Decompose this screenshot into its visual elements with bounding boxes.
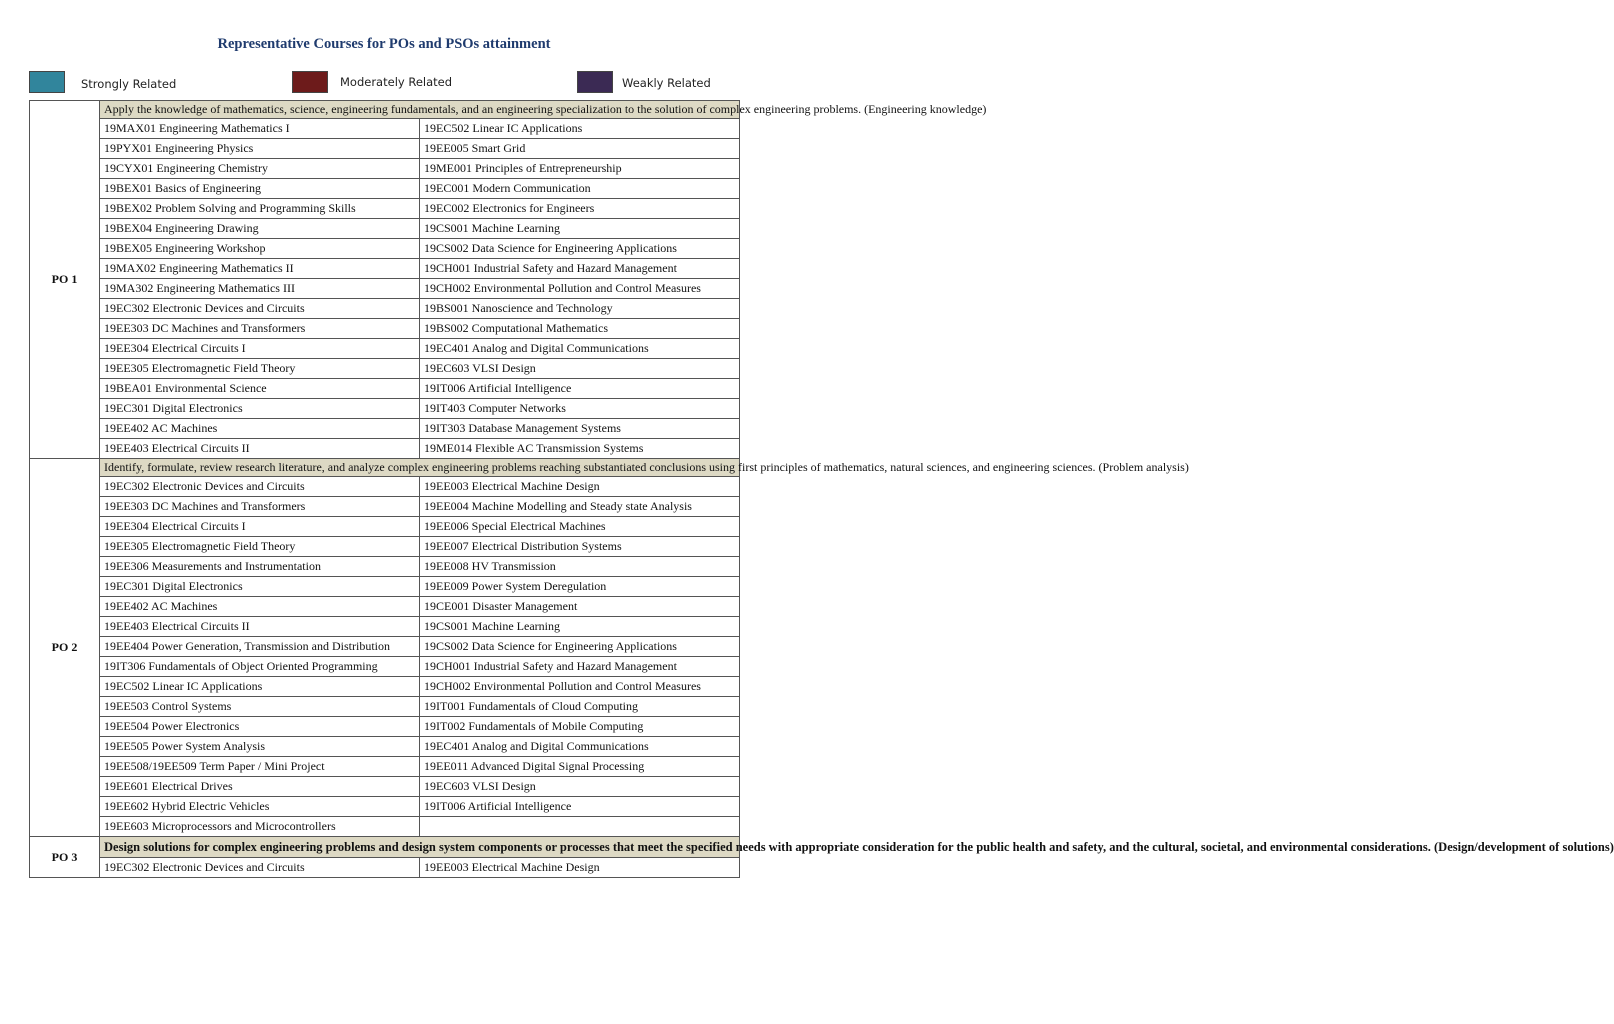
course-cell: 19EC002 Electronics for Engineers: [420, 199, 740, 219]
course-cell: 19EC502 Linear IC Applications: [420, 119, 740, 139]
po-label: PO 2: [30, 459, 100, 837]
course-cell: 19EE305 Electromagnetic Field Theory: [100, 537, 420, 557]
legend-swatch-moderate: [292, 71, 328, 93]
page-title: Representative Courses for POs and PSOs attainment: [217, 36, 551, 52]
course-cell: 19EE303 DC Machines and Transformers: [100, 497, 420, 517]
course-cell: 19EC603 VLSI Design: [420, 359, 740, 379]
table-row: [30, 737, 740, 757]
course-cell: 19EE403 Electrical Circuits II: [100, 439, 420, 459]
table-row: [30, 858, 740, 878]
course-cell: 19EE003 Electrical Machine Design: [420, 477, 740, 497]
course-cell: [420, 817, 740, 837]
course-cell: 19EE009 Power System Deregulation: [420, 577, 740, 597]
course-cell: 19EE603 Microprocessors and Microcontrollers: [100, 817, 420, 837]
course-cell: 19EE006 Special Electrical Machines: [420, 517, 740, 537]
course-cell: 19EC301 Digital Electronics: [100, 399, 420, 419]
course-cell: 19ME001 Principles of Entrepreneurship: [420, 159, 740, 179]
course-cell: 19CYX01 Engineering Chemistry: [100, 159, 420, 179]
table-row: [30, 497, 740, 517]
course-cell: 19BEX04 Engineering Drawing: [100, 219, 420, 239]
po-description-row: [30, 101, 740, 119]
course-cell: 19EE007 Electrical Distribution Systems: [420, 537, 740, 557]
table-row: [30, 219, 740, 239]
table-row: [30, 477, 740, 497]
po-description-row: [30, 459, 740, 477]
course-cell: 19ME014 Flexible AC Transmission Systems: [420, 439, 740, 459]
course-cell: 19MAX01 Engineering Mathematics I: [100, 119, 420, 139]
course-cell: 19EC603 VLSI Design: [420, 777, 740, 797]
po-description-row: [30, 837, 740, 858]
course-cell: 19CS001 Machine Learning: [420, 219, 740, 239]
table-row: [30, 139, 740, 159]
course-cell: 19BS002 Computational Mathematics: [420, 319, 740, 339]
course-cell: 19EE304 Electrical Circuits I: [100, 517, 420, 537]
course-cell: 19BEA01 Environmental Science: [100, 379, 420, 399]
course-cell: 19CH001 Industrial Safety and Hazard Management: [420, 259, 740, 279]
table-row: [30, 399, 740, 419]
course-cell: 19EC302 Electronic Devices and Circuits: [100, 299, 420, 319]
course-cell: 19EE508/19EE509 Term Paper / Mini Project: [100, 757, 420, 777]
course-cell: 19CH001 Industrial Safety and Hazard Management: [420, 657, 740, 677]
course-cell: 19EC302 Electronic Devices and Circuits: [100, 858, 420, 878]
table-row: [30, 439, 740, 459]
table-row: [30, 557, 740, 577]
course-cell: 19EC401 Analog and Digital Communications: [420, 737, 740, 757]
table-row: [30, 697, 740, 717]
course-cell: 19EE004 Machine Modelling and Steady state Analysis: [420, 497, 740, 517]
course-cell: 19EC302 Electronic Devices and Circuits: [100, 477, 420, 497]
course-cell: 19EE306 Measurements and Instrumentation: [100, 557, 420, 577]
table-row: [30, 419, 740, 439]
course-cell: 19EE505 Power System Analysis: [100, 737, 420, 757]
course-cell: 19IT403 Computer Networks: [420, 399, 740, 419]
course-cell: 19BS001 Nanoscience and Technology: [420, 299, 740, 319]
table-row: [30, 179, 740, 199]
table-row: [30, 537, 740, 557]
course-cell: 19IT303 Database Management Systems: [420, 419, 740, 439]
course-cell: 19EE403 Electrical Circuits II: [100, 617, 420, 637]
course-cell: 19EE503 Control Systems: [100, 697, 420, 717]
course-cell: 19EC401 Analog and Digital Communications: [420, 339, 740, 359]
table-row: [30, 119, 740, 139]
table-row: [30, 797, 740, 817]
course-cell: 19CS001 Machine Learning: [420, 617, 740, 637]
table-row: [30, 777, 740, 797]
course-cell: 19IT006 Artificial Intelligence: [420, 379, 740, 399]
course-cell: 19EE602 Hybrid Electric Vehicles: [100, 797, 420, 817]
course-cell: 19BEX05 Engineering Workshop: [100, 239, 420, 259]
table-row: [30, 159, 740, 179]
course-cell: 19EC301 Digital Electronics: [100, 577, 420, 597]
course-cell: 19EE402 AC Machines: [100, 597, 420, 617]
table-row: [30, 757, 740, 777]
course-cell: 19BEX01 Basics of Engineering: [100, 179, 420, 199]
table-row: [30, 657, 740, 677]
course-cell: 19EE304 Electrical Circuits I: [100, 339, 420, 359]
table-row: [30, 299, 740, 319]
table-row: [30, 677, 740, 697]
po-course-table: [29, 100, 1614, 878]
po-description: Apply the knowledge of mathematics, science, engineering fundamentals, and an engineering specialization to the solution of complex engineering problems. (Engineering knowledge): [100, 101, 740, 119]
table-row: [30, 279, 740, 299]
table-row: [30, 259, 740, 279]
table-row: [30, 517, 740, 537]
legend-label-strong: Strongly Related: [81, 77, 177, 91]
course-cell: 19EC502 Linear IC Applications: [100, 677, 420, 697]
course-cell: 19EE504 Power Electronics: [100, 717, 420, 737]
course-cell: 19EE005 Smart Grid: [420, 139, 740, 159]
course-cell: 19CE001 Disaster Management: [420, 597, 740, 617]
course-cell: 19CH002 Environmental Pollution and Control Measures: [420, 279, 740, 299]
course-cell: 19EE003 Electrical Machine Design: [420, 858, 740, 878]
course-cell: 19EE011 Advanced Digital Signal Processing: [420, 757, 740, 777]
table-row: [30, 577, 740, 597]
course-cell: 19BEX02 Problem Solving and Programming Skills: [100, 199, 420, 219]
course-cell: 19EE305 Electromagnetic Field Theory: [100, 359, 420, 379]
course-cell: 19MA302 Engineering Mathematics III: [100, 279, 420, 299]
table-row: [30, 817, 740, 837]
course-cell: 19EE303 DC Machines and Transformers: [100, 319, 420, 339]
table-row: [30, 379, 740, 399]
table-row: [30, 239, 740, 259]
po-description: Identify, formulate, review research literature, and analyze complex engineering problems reaching substantiated conclusions using first principles of mathematics, natural sciences, and engineering sciences. (Problem analysis): [100, 459, 740, 477]
legend-swatch-weak: [577, 71, 613, 93]
course-cell: 19IT002 Fundamentals of Mobile Computing: [420, 717, 740, 737]
course-cell: 19CS002 Data Science for Engineering Applications: [420, 637, 740, 657]
course-cell: 19EE402 AC Machines: [100, 419, 420, 439]
table-row: [30, 359, 740, 379]
table-row: [30, 617, 740, 637]
po-label: PO 1: [30, 101, 100, 459]
course-cell: 19IT006 Artificial Intelligence: [420, 797, 740, 817]
course-cell: 19EE404 Power Generation, Transmission and Distribution: [100, 637, 420, 657]
po-label: PO 3: [30, 837, 100, 878]
table-row: [30, 717, 740, 737]
course-cell: 19IT001 Fundamentals of Cloud Computing: [420, 697, 740, 717]
legend-label-weak: Weakly Related: [622, 76, 711, 90]
course-cell: 19PYX01 Engineering Physics: [100, 139, 420, 159]
course-cell: 19EC001 Modern Communication: [420, 179, 740, 199]
table-row: [30, 319, 740, 339]
table-row: [30, 339, 740, 359]
table-row: [30, 637, 740, 657]
po-description: Design solutions for complex engineering problems and design system components or processes that meet the specified needs with appropriate consideration for the public health and safety, and the cultural, societal, and environmental considerations. (Design/development of solutions): [100, 837, 740, 858]
legend-label-moderate: Moderately Related: [340, 75, 453, 89]
table-row: [30, 597, 740, 617]
course-cell: 19EE008 HV Transmission: [420, 557, 740, 577]
course-cell: 19CH002 Environmental Pollution and Control Measures: [420, 677, 740, 697]
table-row: [30, 199, 740, 219]
course-cell: 19IT306 Fundamentals of Object Oriented Programming: [100, 657, 420, 677]
legend-swatch-strong: [29, 71, 65, 93]
course-cell: 19MAX02 Engineering Mathematics II: [100, 259, 420, 279]
course-cell: 19EE601 Electrical Drives: [100, 777, 420, 797]
course-cell: 19CS002 Data Science for Engineering Applications: [420, 239, 740, 259]
